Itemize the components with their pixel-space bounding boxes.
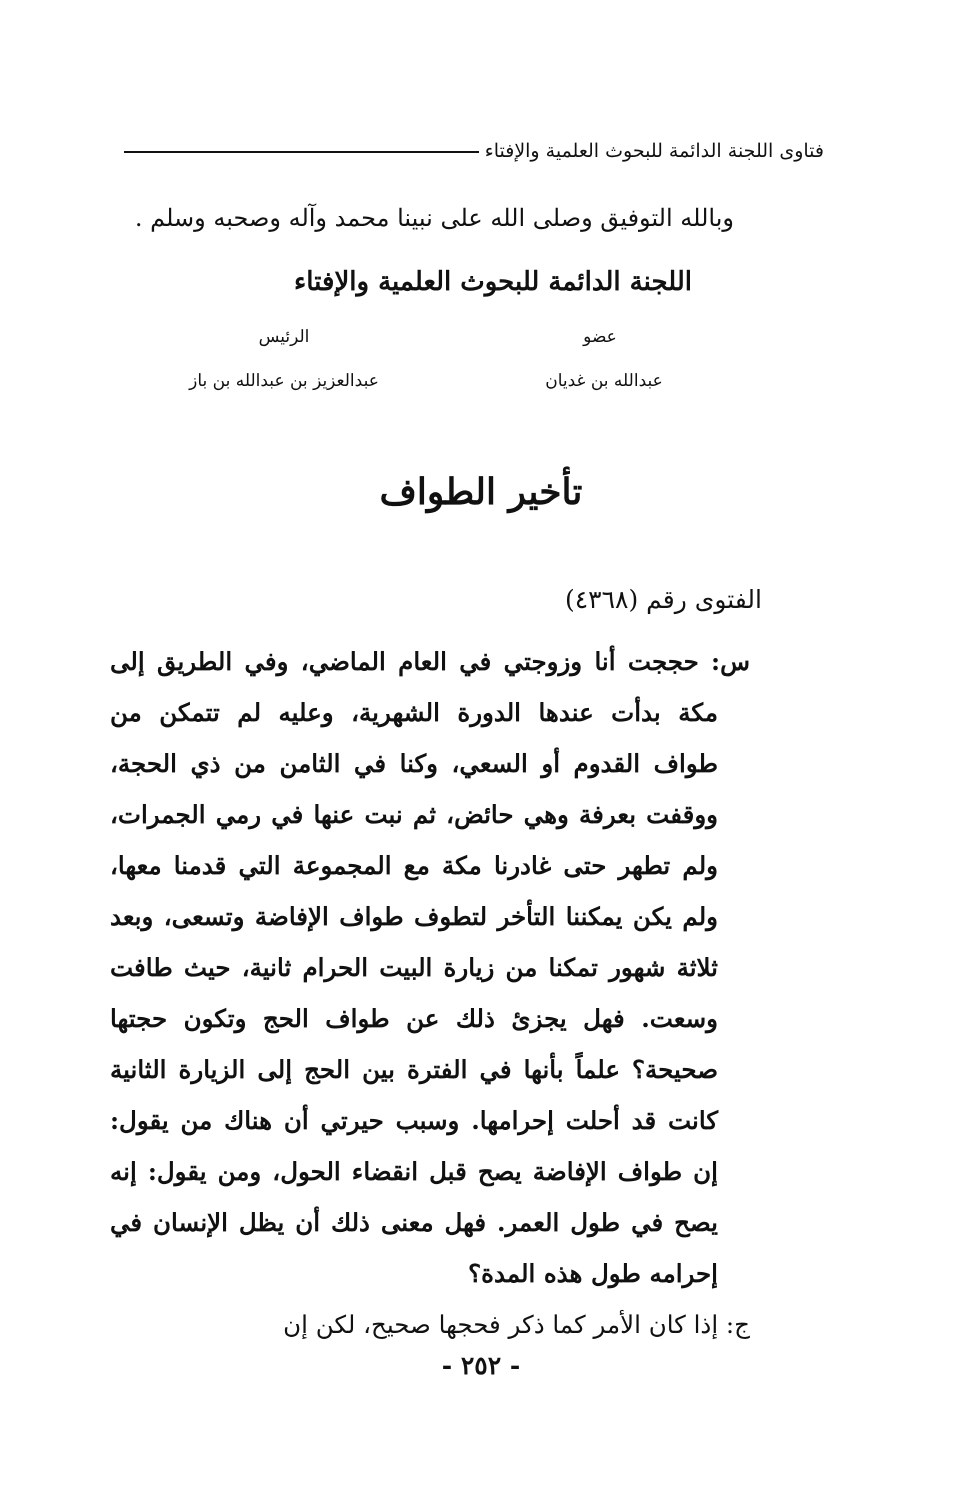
running-header bbox=[124, 133, 824, 169]
running-header-title: فتاوى اللجنة الدائمة للبحوث العلمية والإفتاء bbox=[484, 140, 824, 162]
fatwa-number: الفتوى رقم (٤٣٦٨) bbox=[564, 585, 762, 614]
fatwa-question: س: حججت أنا وزوجتي في العام الماضي، وفي الطريق إلى مكة بدأت عندها الدورة الشهرية، وعليه لم تتمكن من طواف القدوم أو السعي، وكنا في الثامن من ذي الحجة، ووقفت بعرفة وهي حائض، ثم نبت عنها في رمي الجمرات، ولم تطهر حتى غادرنا مكة مع المجموعة التي قدمنا معها، ولم يكن يمكننا التأخر لتطوف طواف الإفاضة وتسعى، وبعد ثلاثة شهور تمكنا من زيارة البيت الحرام ثانية، حيث طافت وسعت. فهل يجزئ ذلك عن طواف الحج وتكون حجتها صحيحة؟ علماً بأنها في الفترة بين الحج إلى الزيارة الثانية كانت قد أحلت إحرامها. وسبب حيرتي أن هناك من يقول: إن طواف الإفاضة يصح قبل انقضاء الحول، ومن يقول: إنه يصح في طول العمر. فهل معنى ذلك أن يظل الإنسان في إحرامه طول هذه المدة؟ bbox=[110, 647, 750, 1288]
signatory-chair-name: عبدالعزيز بن عبدالله بن باز bbox=[189, 371, 379, 391]
closing-formula: وبالله التوفيق وصلى الله على نبينا محمد وآله وصحبه وسلم . bbox=[134, 204, 734, 232]
committee-title: اللجنة الدائمة للبحوث العلمية والإفتاء bbox=[294, 267, 692, 297]
page-number: - ٢٥٢ - bbox=[441, 1351, 521, 1380]
fatwa-body bbox=[110, 636, 750, 1350]
running-header-rule bbox=[124, 151, 479, 153]
signatory-member-role: عضو bbox=[583, 327, 617, 347]
signatory-chair-role: الرئيس bbox=[258, 327, 310, 347]
fatwa-title: تأخير الطواف bbox=[379, 471, 583, 513]
signatory-member-name: عبدالله بن غديان bbox=[545, 371, 663, 391]
fatwa-answer: ج: إذا كان الأمر كما ذكر فحجها صحيح، لكن إن bbox=[283, 1310, 750, 1339]
